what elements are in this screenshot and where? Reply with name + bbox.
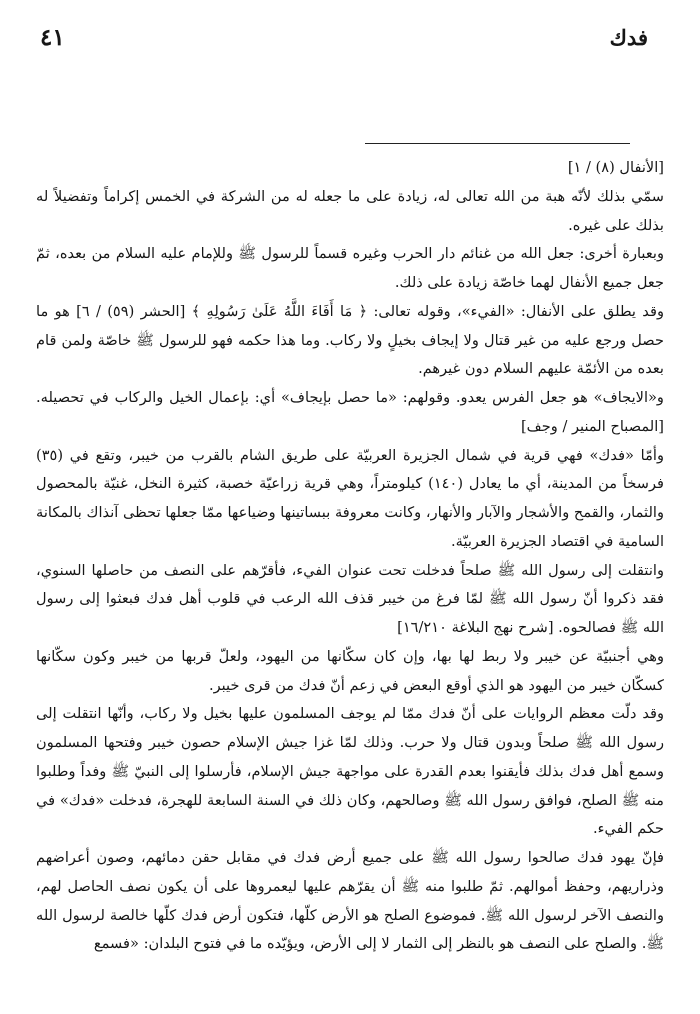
running-title: فدك xyxy=(609,25,648,50)
paragraph: وبعبارة أخرى: جعل الله من غنائم دار الحرب وغيره قسماً للرسول ﷺ وللإمام عليه السلام من بعده، ثمّ جعل جميع الأنفال لهما خاصّة زيادة على ذلك. xyxy=(36,245,664,291)
paragraph: فإنّ يهود فدك صالحوا رسول الله ﷺ على جميع أرض فدك في مقابل حقن دمائهم، وصون أعراضهم وذراريهم، وحفظ أموالهم. ثمّ طلبوا منه ﷺ أن يقرّهم عليها ليعمروها على أن يكون نصف الحاصل لهم، والنصف الآخر لرسول الله ﷺ. فموضوع الصلح هو الأرض كلّها، فتكون أرض فدك كلّها خالصة لرسول الله ﷺ. والصلح على النصف هو بالنظر إلى الثمار لا إلى الأرض، ويؤيّده ما في فتوح البلدان: «فسمع xyxy=(36,849,664,953)
paragraph: و«الايجاف» هو جعل الفرس يعدو. وقولهم: «ما حصل بإيجاف» أي: بإعمال الخيل والركاب في تحصيله. [المصباح المنير / وجف] xyxy=(36,389,664,435)
paragraph: وهي أجنبيّة عن خيبر ولا ربط لها بها، وإن كان سكّانها من اليهود، ولعلّ قربها من خيبر وكون سكّانها كسكّان خيبر من اليهود هو الذي أوقع البعض في زعم أنّ فدك من قرى خيبر. xyxy=(36,647,664,694)
page-number: ٤١ xyxy=(40,24,65,51)
paragraph: وانتقلت إلى رسول الله ﷺ صلحاً فدخلت تحت عنوان الفيء، فأقرّهم على النصف من حاصلها السنوي، فقد ذكروا أنّ رسول الله ﷺ لمّا فرغ من خيبر قذف الله الرعب في قلوب أهل فدك فبعثوا إلى رسول الله ﷺ فصالحوه. [شرح نهج البلاغة ١٦/٢١٠] xyxy=(36,561,664,636)
paragraph: وأمّا «فدك» فهي قرية في شمال الجزيرة العربيّة على طريق الشام بالقرب من خيبر، وتقع في (٣٥) فرسخاً من المدينة، أي ما يعادل (١٤٠) كيلومتراً، وهي قرية زراعيّة خصبة، كثيرة النخل، غنيّة بالمحصول والثمار، والقمح والأشجار والآبار والأنهار، وكانت معروفة ببساتينها وضياعها ممّا جعلها تحظى آنذاك بالمكانة السامية في اقتصاد الجزيرة العربيّة. xyxy=(36,446,665,550)
page-header xyxy=(40,22,648,54)
paragraph: وقد دلّت معظم الروايات على أنّ فدك ممّا لم يوجف المسلمون عليها بخيل ولا ركاب، وأنّها انتقلت إلى رسول الله ﷺ صلحاً وبدون قتال ولا حرب. وذلك لمّا غزا جيش الإسلام حصون خيبر وفتحها المسلمون وسمع أهل فدك بذلك فأيقنوا بعدم القدرة على مواجهة جيش الإسلام، فأرسلوا إلى النبيّ ﷺ وفداً وطلبوا منه ﷺ الصلح، فوافق رسول الله ﷺ وصالحهم، وكان ذلك في السنة السابعة للهجرة، فدخلت «فدك» في حكم الفيء. xyxy=(36,705,664,838)
paragraph: سمّي بذلك لأنّه هبة من الله تعالى له، زيادة على ما جعله له من الشركة في الخمس إكراماً وتفضيلاً له بذلك على غيره. xyxy=(36,187,664,234)
paragraph: وقد يطلق على الأنفال: «الفيء»، وقوله تعالى: ﴿ مَا أَفَاءَ اللَّهُ عَلَىٰ رَسُولِهِ ﴾ [الحشر (٥٩) / ٦] هو ما حصل ورجع عليه من غير قتال ولا إيجاف بخيلٍ ولا ركاب. وما هذا حكمه فهو للرسول ﷺ خاصّة ولمن قام بعده من الأئمّة عليهم السلام دون غيرهم. xyxy=(36,302,664,378)
body-text xyxy=(36,154,664,959)
section-divider xyxy=(365,143,630,144)
citation-paragraph: [الأنفال (٨) / ١] xyxy=(567,159,664,176)
